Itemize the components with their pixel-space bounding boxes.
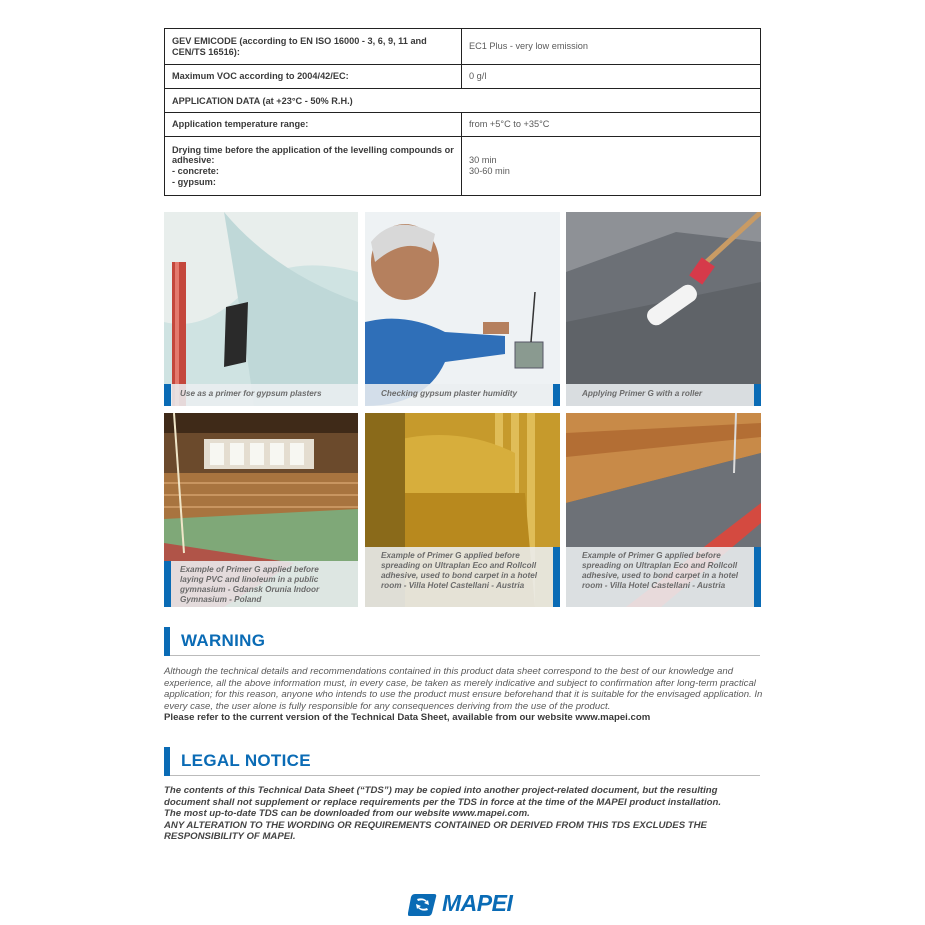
caption-text: Use as a primer for gypsum plasters [180, 389, 322, 398]
table-value: EC1 Plus - very low emission [462, 29, 761, 65]
caption-text: Applying Primer G with a roller [582, 389, 703, 398]
legal-notice-body [164, 785, 764, 843]
mapei-logo [408, 890, 512, 917]
table-value: 30 min 30-60 min [462, 137, 761, 196]
photo-caption [365, 547, 560, 607]
caption-accent-bar [754, 384, 761, 406]
table-row [165, 137, 761, 196]
photo-caption [566, 384, 761, 406]
photo-hotel-armchair [365, 413, 560, 607]
caption-text: Example of Primer G applied before laying PVC and linoleum in a public gymnasium - Gdansk Orunia Indoor Gymnasium - Poland [180, 565, 320, 604]
caption-accent-bar [164, 384, 171, 406]
table-label: Application temperature range: [165, 113, 462, 137]
table-section-header: APPLICATION DATA (at +23°C - 50% R.H.) [165, 89, 761, 113]
photo-caption [164, 384, 358, 406]
caption-accent-bar [553, 547, 560, 607]
table-label: Drying time before the application of the levelling compounds or adhesive: - concrete: - gypsum: [165, 137, 462, 196]
photo-caption [164, 561, 358, 607]
table-row [165, 65, 761, 89]
technical-data-table [164, 28, 761, 196]
heading-accent-bar [164, 747, 170, 776]
photo-hotel-corridor [566, 413, 761, 607]
photo-humidity-check [365, 212, 560, 406]
warning-note: Please refer to the current version of the Technical Data Sheet, available from our website www.mapei.com [164, 712, 651, 724]
legal-paragraph: The contents of this Technical Data Sheet (“TDS”) may be copied into another project-related document, but the resulting document shall not supplement or replace requirements per the TDS in force at the time of the MAPEI product installation. [164, 785, 722, 808]
photo-caption [566, 547, 761, 607]
caption-text: Checking gypsum plaster humidity [381, 389, 518, 398]
caption-text: Example of Primer G applied before spreading on Ultraplan Eco and Rollcoll adhesive, used to bond carpet in a hotel room - Villa Hotel Castellani - Austria [582, 551, 739, 590]
photo-roller [566, 212, 761, 406]
table-value: 0 g/l [462, 65, 761, 89]
warning-title: WARNING [181, 631, 266, 650]
table-label: GEV EMICODE (according to EN ISO 16000 - 3, 6, 9, 11 and CEN/TS 16516): [165, 29, 462, 65]
mapei-logo-text: MAPEI [442, 890, 513, 916]
humidity-check-image [365, 212, 560, 406]
caption-accent-bar [553, 384, 560, 406]
warning-heading [164, 627, 760, 656]
photo-gymnasium [164, 413, 358, 607]
photo-gypsum-plaster [164, 212, 358, 406]
caption-text: Example of Primer G applied before spreading on Ultraplan Eco and Rollcoll adhesive, used to bond carpet in a hotel room - Villa Hotel Castellani - Austria [381, 551, 538, 590]
heading-accent-bar [164, 627, 170, 656]
legal-notice-title: LEGAL NOTICE [181, 751, 311, 770]
gypsum-plaster-image [164, 212, 358, 406]
table-row [165, 29, 761, 65]
caption-accent-bar [164, 561, 171, 607]
table-row [165, 89, 761, 113]
legal-paragraph: ANY ALTERATION TO THE WORDING OR REQUIREMENTS CONTAINED OR DERIVED FROM THIS TDS EXCLUDES THE RESPONSIBILITY OF MAPEI. [164, 819, 707, 843]
table-label: Maximum VOC according to 2004/42/EC: [165, 65, 462, 89]
table-value: from +5°C to +35°C [462, 113, 761, 137]
warning-body [164, 666, 764, 724]
roller-image [566, 212, 761, 406]
legal-notice-heading [164, 747, 760, 776]
caption-accent-bar [754, 547, 761, 607]
table-row [165, 113, 761, 137]
photo-caption [365, 384, 560, 406]
warning-text: Although the technical details and recommendations contained in this product data sheet correspond to the best of our knowledge and experience, all the above information must, in every case, be taken as merely indicative and subject to confirmation after long-term practical application; for this reason, anyone who intends to use the product must ensure beforehand that it is suitable for the envisaged application. In every case, the user alone is fully responsible for any consequences deriving from the use of the product. [164, 666, 763, 712]
mapei-logo-icon [408, 891, 438, 917]
legal-paragraph: The most up-to-date TDS can be downloaded from our website www.mapei.com. [164, 808, 530, 820]
